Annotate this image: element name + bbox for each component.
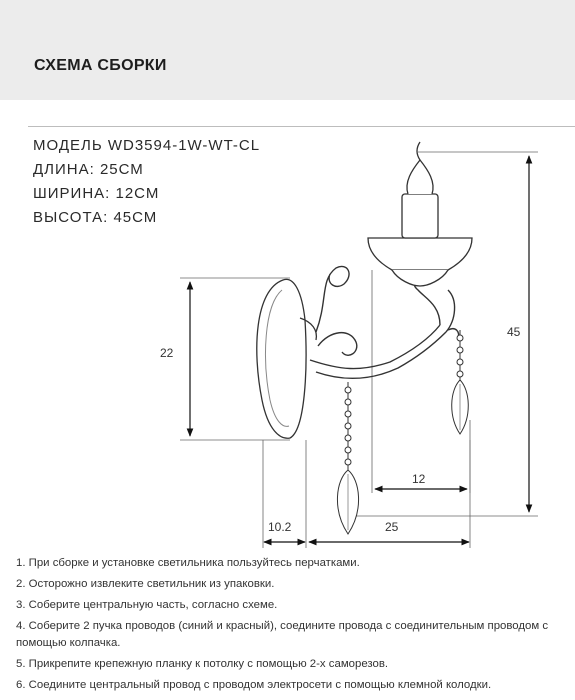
dimension-lines [190,156,529,542]
step-5: 5. Прикрепите крепежную планку к потолку с помощью 2-х саморезов. [16,658,389,670]
height-line: ВЫСОТА: 45СМ [33,209,158,226]
step-1: 1. При сборке и установке светильника пользуйтесь перчатками. [16,557,360,569]
dim-width-total: 25 [385,520,399,534]
step-3: 3. Соберите центральную часть, согласно схеме. [16,599,278,611]
page-title: СХЕМА СБОРКИ [34,57,167,74]
step-4: 4. Соберите 2 пучка проводов (синий и красный), соедините провода с соединительным проводом с помощью колпачка. [16,620,549,649]
crystal-right [452,330,469,434]
crystal-left [337,382,358,534]
extension-lines [180,152,538,548]
dim-width-base: 10.2 [268,520,292,534]
step-2: 2. Осторожно извлеките светильник из упаковки. [16,578,275,590]
dim-height-base: 22 [160,346,174,360]
wall-plate [257,279,317,438]
length-line: ДЛИНА: 25СМ [33,161,144,178]
sconce-arm [310,266,459,378]
dim-width-crystal: 12 [412,472,426,486]
width-line: ШИРИНА: 12СМ [33,185,160,202]
dim-height-total: 45 [507,325,521,339]
step-6: 6. Соедините центральный провод с проводом электросети с помощью клемной колодки. [16,679,492,691]
candle-cup [368,142,472,286]
instructions-list [16,555,571,698]
model-line: МОДЕЛЬ WD3594-1W-WT-CL [33,137,261,154]
